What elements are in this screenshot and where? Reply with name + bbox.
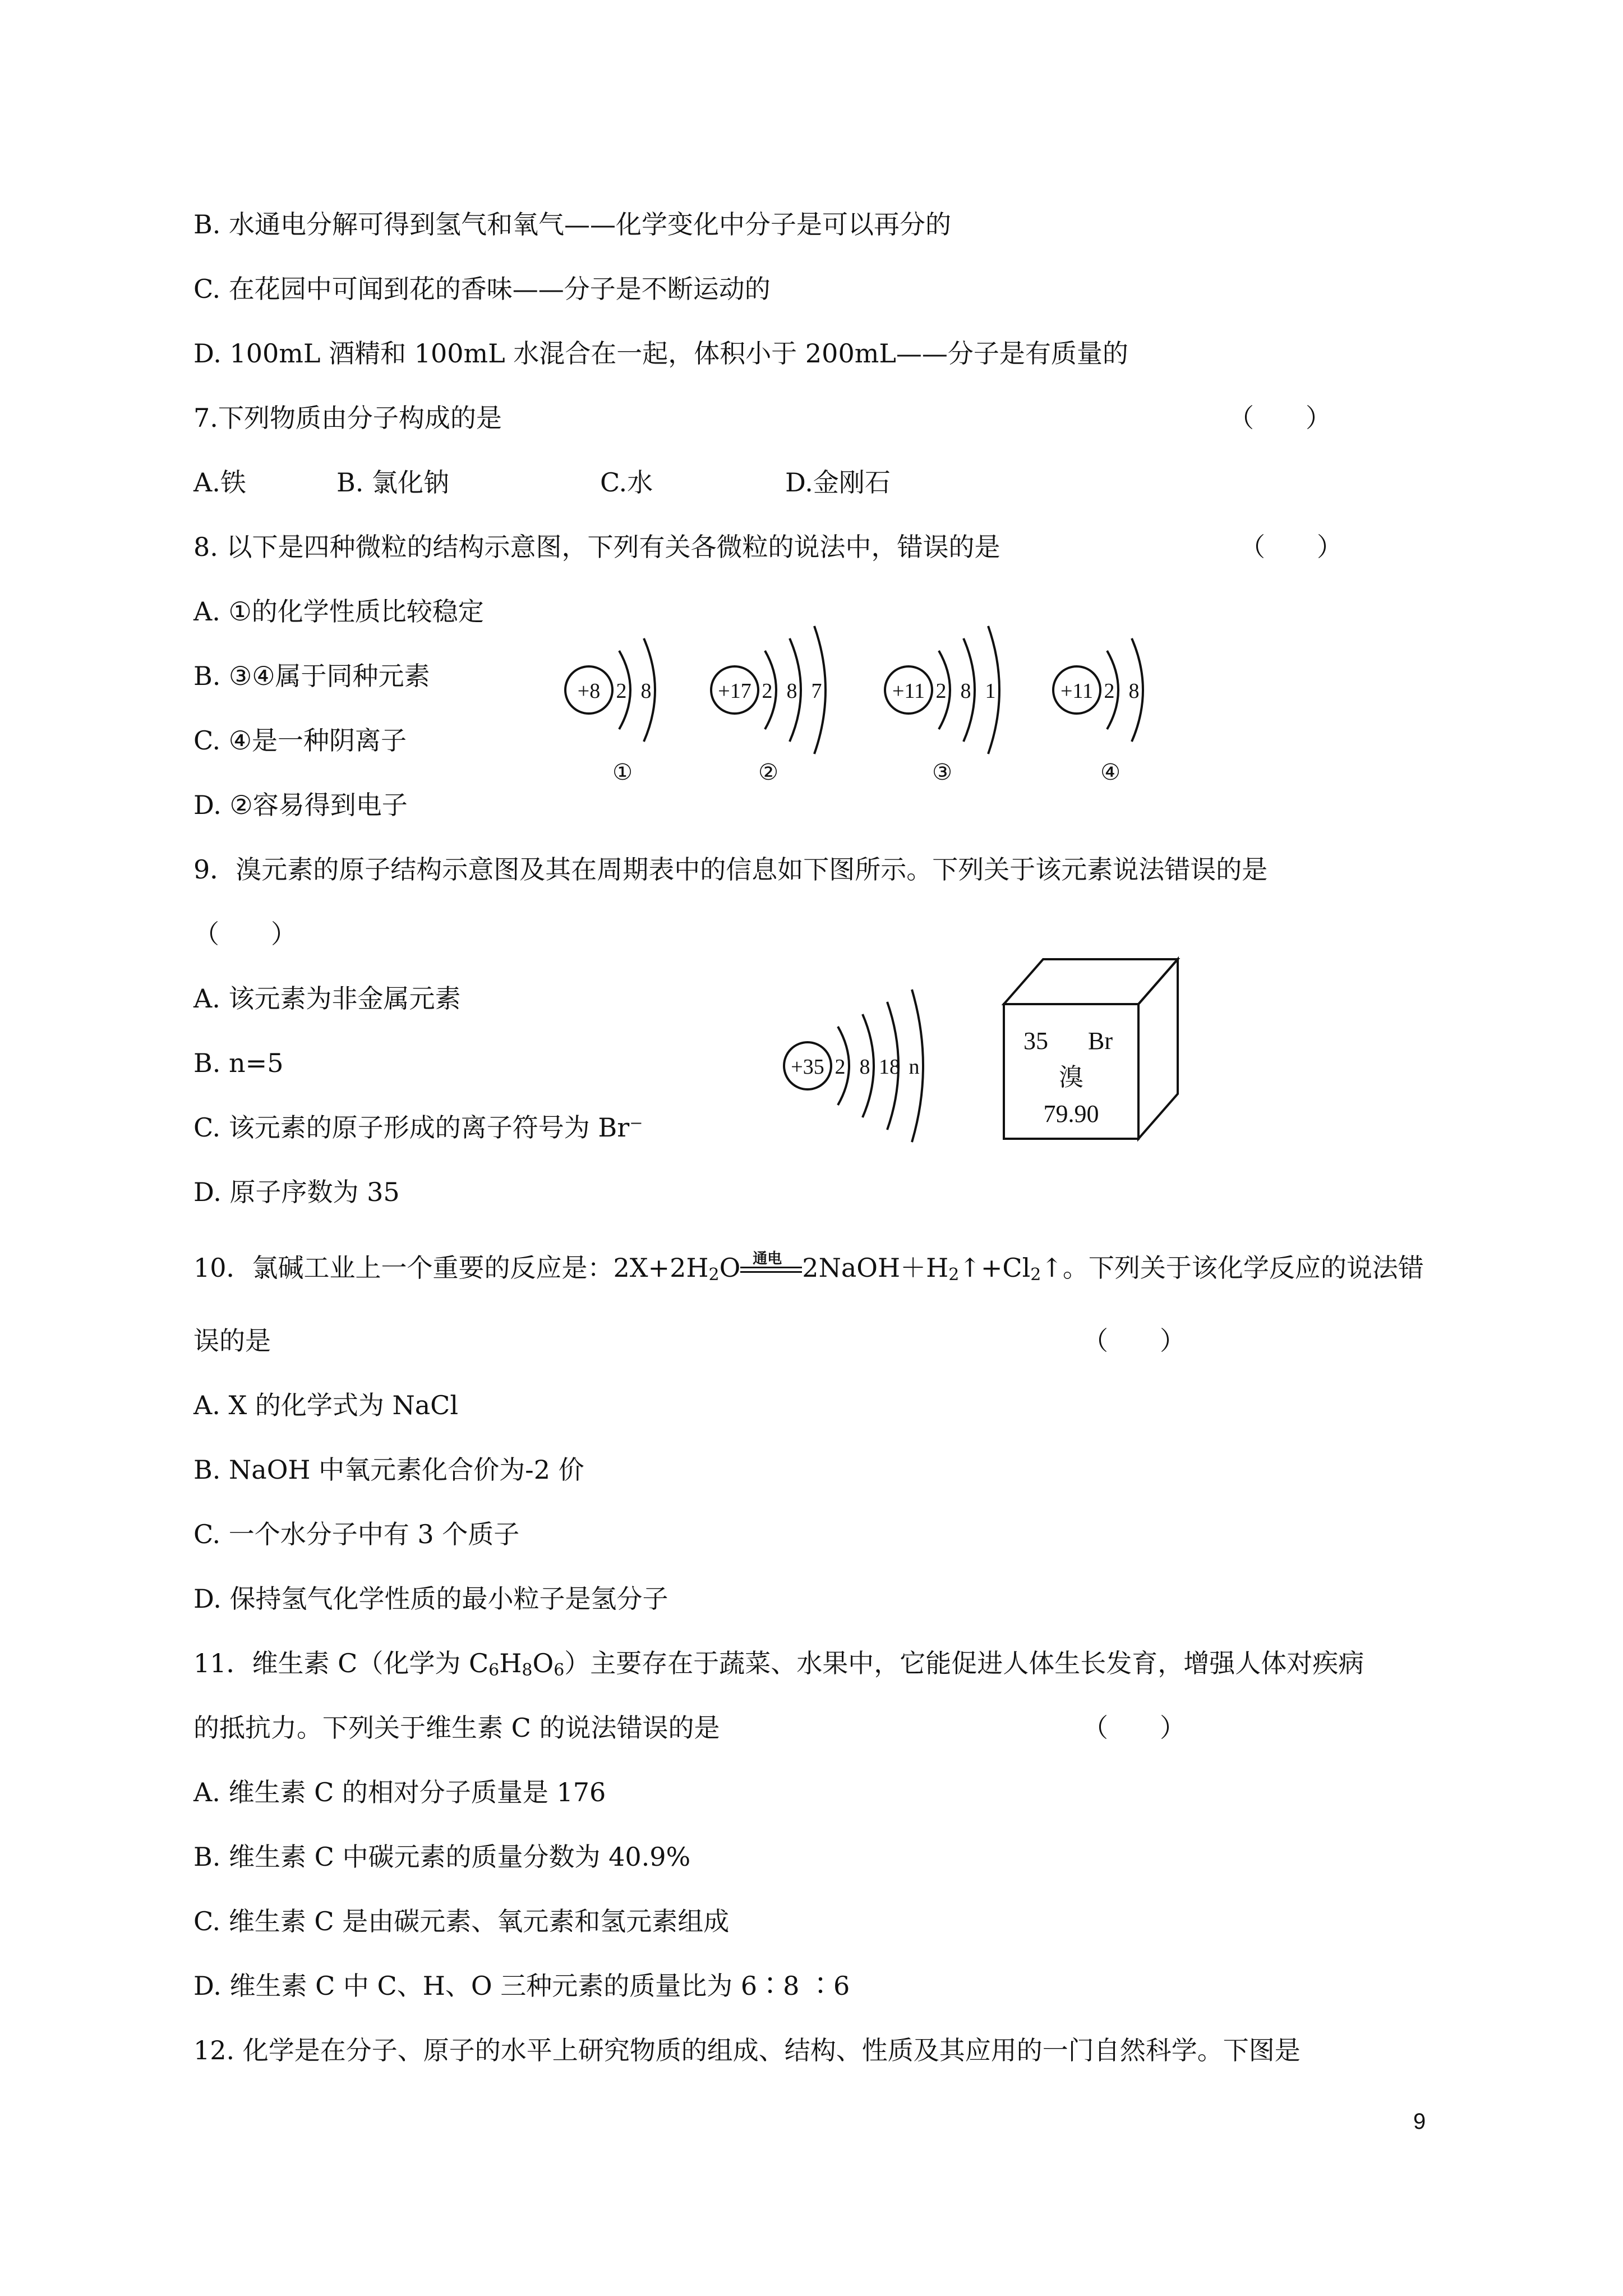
atom-structure-diagrams xyxy=(550,617,1223,797)
q10-stem: 10．氯碱工业上一个重要的反应是：$2X+2H_2O$ 通电 $2NaOH+H_2↑+Cl_2↑$。下列关于该化学反应的说法错 xyxy=(193,1250,1424,1285)
q10-option-a: A. X 的化学式为 NaCl xyxy=(193,1390,459,1420)
q10-answer-paren: （ ） xyxy=(1082,1326,1186,1356)
q11-answer-paren: （ ） xyxy=(1082,1713,1186,1743)
q8-option-d: D. ②容易得到电子 xyxy=(193,790,408,820)
atom-4-shell-electrons-2: 8 xyxy=(1128,679,1140,703)
q7-answer-paren: （ ） xyxy=(1228,403,1331,433)
q10-option-c: C. 一个水分子中有 3 个质子 xyxy=(193,1519,520,1549)
q9-answer-paren: （ ） xyxy=(193,919,297,949)
q8-stem: 8. 以下是四种微粒的结构示意图，下列有关各微粒的说法中，错误的是 xyxy=(193,532,1000,562)
br-symbol: Br xyxy=(1088,1027,1113,1055)
atom-1-shell-electrons-2: 8 xyxy=(640,679,652,703)
q7-option-b: B. 氯化钠 xyxy=(336,467,450,498)
q8-option-b: B. ③④属于同种元素 xyxy=(193,661,430,691)
q10-option-d: D. 保持氢气化学性质的最小粒子是氢分子 xyxy=(193,1584,668,1614)
q11-option-b: B. 维生素 C 中碳元素的质量分数为 40.9% xyxy=(193,1842,691,1872)
q10-option-b: B. NaOH 中氧元素化合价为-2 价 xyxy=(193,1455,584,1485)
q6-option-b: B. 水通电分解可得到氢气和氧气——化学变化中分子是可以再分的 xyxy=(193,209,952,240)
q9-option-b: B. n=5 xyxy=(193,1048,284,1078)
atom-2-nucleus-charge: +17 xyxy=(718,679,751,703)
q6-option-c: C. 在花园中可闻到花的香味——分子是不断运动的 xyxy=(193,274,771,304)
atom-2-shell-electrons-1: 2 xyxy=(762,679,773,703)
atom-4-label: ④ xyxy=(1100,760,1121,785)
br-atomic-number: 35 xyxy=(1023,1027,1048,1055)
bromine-atom-diagram xyxy=(774,999,965,1144)
atom-3-nucleus-charge: +11 xyxy=(892,679,925,703)
q11-stem-continued: 的抵抗力。下列关于维生素 C 的说法错误的是 xyxy=(193,1713,720,1743)
br-name: 溴 xyxy=(1059,1064,1083,1091)
atom-3-shell-electrons-1: 2 xyxy=(935,679,947,703)
q9-option-c: C. 该元素的原子形成的离子符号为 Br⁻ xyxy=(193,1112,643,1143)
atom-1-label: ① xyxy=(612,760,633,785)
atom-2-shell-electrons-2: 8 xyxy=(786,679,797,703)
atom-1-shell-electrons-1: 2 xyxy=(616,679,627,703)
q12-stem: 12. 化学是在分子、原子的水平上研究物质的组成、结构、性质及其应用的一门自然科学。下图是 xyxy=(193,2035,1301,2065)
atom-1-nucleus-charge: +8 xyxy=(577,679,601,703)
q7-option-c: C.水 xyxy=(600,467,653,498)
br-atom-shell-electrons-1: 2 xyxy=(834,1055,846,1079)
page-number: 9 xyxy=(1413,2109,1426,2134)
atom-3-shell-electrons-2: 8 xyxy=(960,679,971,703)
br-atom-shell-electrons-4: n xyxy=(909,1055,920,1079)
q7-stem: 7.下列物质由分子构成的是 xyxy=(193,403,502,433)
atom-2-shell-electrons-3: 7 xyxy=(811,679,822,703)
q11-option-a: A. 维生素 C 的相对分子质量是 176 xyxy=(193,1777,606,1807)
q7-option-a: A.铁 xyxy=(193,467,246,498)
br-mass: 79.90 xyxy=(1043,1100,1099,1128)
atom-3-shell-electrons-3: 1 xyxy=(985,679,996,703)
q11-option-d: D. 维生素 C 中 C、H、O 三种元素的质量比为 6∶8 ∶6 xyxy=(193,1971,850,2001)
reaction-condition-equals: 通电 xyxy=(740,1259,802,1281)
q11-option-c: C. 维生素 C 是由碳元素、氧元素和氢元素组成 xyxy=(193,1906,730,1936)
atom-3-label: ③ xyxy=(932,760,952,785)
q7-option-d: D.金刚石 xyxy=(785,467,891,498)
atom-2-label: ② xyxy=(758,760,778,785)
q8-option-c: C. ④是一种阴离子 xyxy=(193,725,407,756)
q9-option-a: A. 该元素为非金属元素 xyxy=(193,983,461,1014)
q6-option-d: D. 100mL 酒精和 100mL 水混合在一起，体积小于 200mL——分子是有质量的 xyxy=(193,338,1128,369)
atom-4-nucleus-charge: +11 xyxy=(1060,679,1094,703)
q8-answer-paren: （ ） xyxy=(1239,532,1343,562)
atom-4-shell-electrons-1: 2 xyxy=(1104,679,1115,703)
q11-stem: 11．维生素 C（化学为 $C_6H_8O_6$）主要存在于蔬菜、水果中，它能促进人体生长发育，增强人体对疾病 xyxy=(193,1648,1364,1680)
q9-option-d: D. 原子序数为 35 xyxy=(193,1177,400,1207)
periodic-table-cell xyxy=(998,954,1195,1144)
br-atom-nucleus-charge: +35 xyxy=(791,1055,824,1079)
br-atom-shell-electrons-3: 18 xyxy=(879,1055,900,1079)
q10-stem-continued: 误的是 xyxy=(193,1326,271,1356)
q9-stem: 9．溴元素的原子结构示意图及其在周期表中的信息如下图所示。下列关于该元素说法错误的是 xyxy=(193,854,1268,885)
br-atom-shell-electrons-2: 8 xyxy=(859,1055,870,1079)
q8-option-a: A. ①的化学性质比较稳定 xyxy=(193,596,484,627)
